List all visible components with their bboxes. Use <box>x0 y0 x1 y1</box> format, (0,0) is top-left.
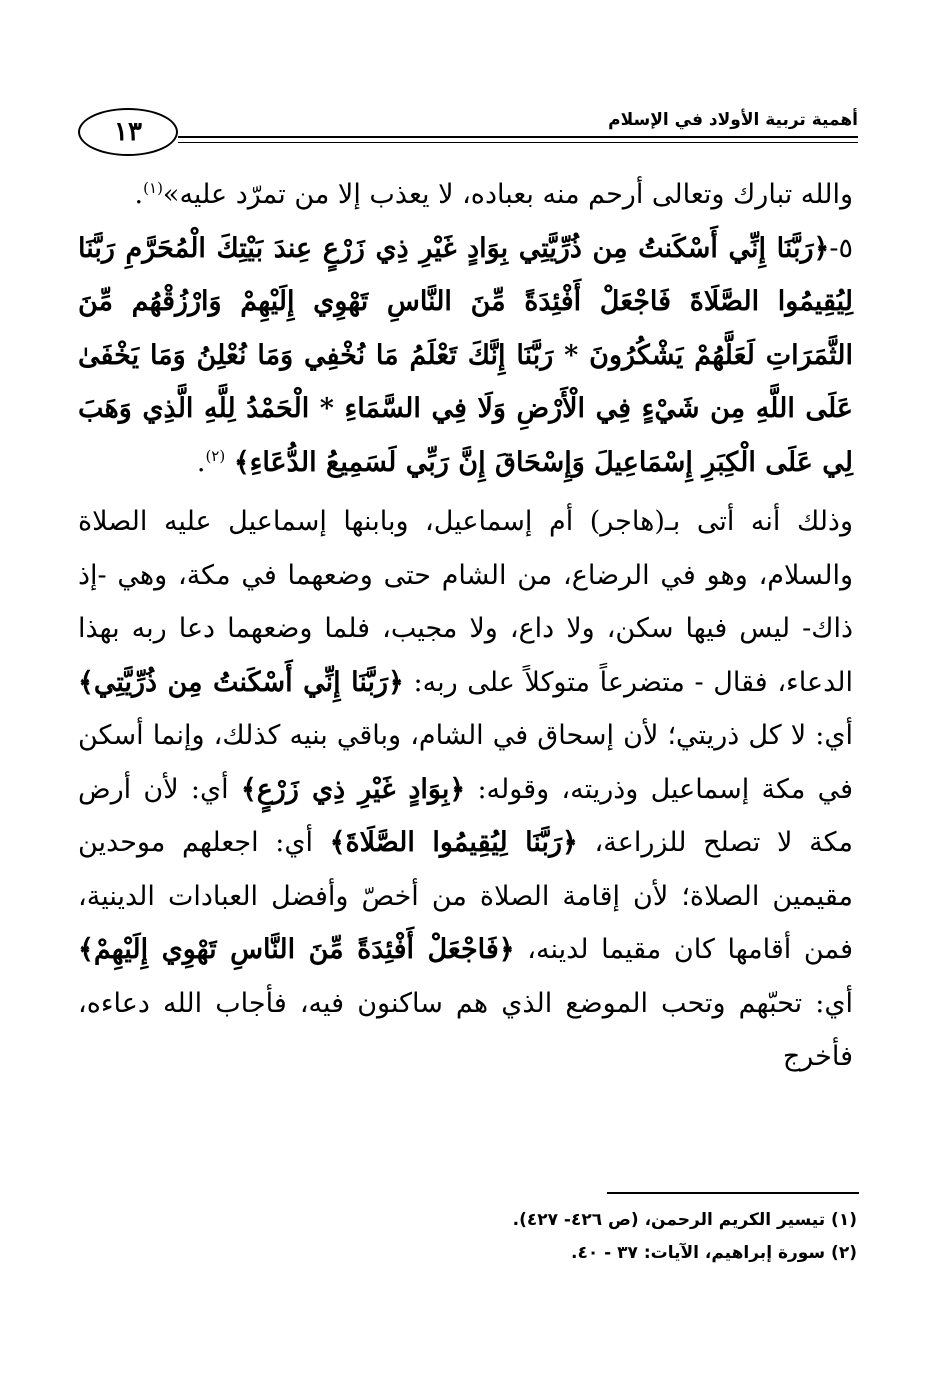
paragraph-text: أي: اجعلهم موحدين مقيمين الصلاة؛ لأن إقامة الصلاة من أخصّ وأفضل العبادات الدينية، فمن أقامها كان مقيما لدينه، <box>78 827 853 965</box>
header-rule-thin <box>178 142 858 143</box>
paragraph-text: أي: لا كل ذريتي؛ لأن إسحاق في الشام، وباقي بنيه كذلك، وإنما أسكن في مكة إسماعيل وذريته، وقوله: <box>78 720 853 805</box>
period: . <box>196 446 206 478</box>
footnote-ref-1: (١) <box>143 179 163 197</box>
quran-verse-quote: ﴿فَاجْعَلْ أَفْئِدَةً مِّنَ النَّاسِ تَهْوِي إِلَيْهِمْ﴾ <box>78 934 515 965</box>
quran-verse: ﴿رَبَّنَا إِنِّي أَسْكَنتُ مِن ذُرِّيَّتِي بِوَادٍ غَيْرِ ذِي زَرْعٍ عِندَ بَيْتِكَ الْمُحَرَّمِ رَبَّنَا لِيُقِيمُوا الصَّلَاةَ فَاجْعَلْ أَفْئِدَةً مِّنَ النَّاسِ تَهْوِي إِلَيْهِمْ وَارْزُقْهُم مِّنَ الثَّمَرَاتِ لَعَلَّهُمْ يَشْكُرُونَ * رَبَّنَا إِنَّكَ تَعْلَمُ مَا نُخْفِي وَمَا نُعْلِنُ وَمَا يَخْفَىٰ عَلَى اللَّهِ مِن شَيْءٍ فِي الْأَرْضِ وَلَا فِي السَّمَاءِ * الْحَمْدُ لِلَّهِ الَّذِي وَهَبَ لِي عَلَى الْكِبَرِ إِسْمَاعِيلَ وَإِسْحَاقَ إِنَّ رَبِّي لَسَمِيعُ الدُّعَاءِ﴾ <box>78 232 853 478</box>
paragraph-1 <box>78 168 853 222</box>
footnote-separator <box>607 1192 859 1194</box>
paragraph-3 <box>78 495 853 1084</box>
period: . <box>134 179 144 210</box>
header-rule <box>178 136 858 138</box>
footnotes <box>97 1204 857 1270</box>
quran-verse-quote: ﴿رَبَّنَا إِنِّي أَسْكَنتُ مِن ذُرِّيَّتِي﴾ <box>78 666 404 698</box>
paragraph-text: والله تبارك وتعالى أرحم منه بعباده، لا يعذب إلا من تمرّد عليه» <box>162 179 853 210</box>
footnote-ref-2: (٢) <box>205 446 226 465</box>
page-number: ١٣ <box>78 108 178 156</box>
footnote-1: (١) تيسير الكريم الرحمن، (ص ٤٢٦- ٤٢٧). <box>512 1210 857 1230</box>
quran-verse-quote: ﴿بِوَادٍ غَيْرِ ذِي زَرْعٍ﴾ <box>240 773 466 805</box>
footnote-2: (٢) سورة إبراهيم، الآيات: ٣٧ - ٤٠. <box>571 1243 857 1263</box>
quran-verse-quote: ﴿رَبَّنَا لِيُقِيمُوا الصَّلَاةَ﴾ <box>329 827 578 858</box>
paragraph-text: أي: لأن أرض مكة لا تصلح للزراعة، <box>78 773 853 858</box>
page-header <box>78 104 858 160</box>
paragraph-text: أي: تحبّهم وتحب الموضع الذي هم ساكنون فيه، فأجاب الله دعاءه، فأخرج <box>78 987 853 1072</box>
running-title: أهمية تربية الأولاد في الإسلام <box>608 110 858 130</box>
paragraph-text: وذلك أنه أتى بـ(هاجر) أم إسماعيل، وبابنها إسماعيل عليه الصلاة والسلام، وهو في الرضاع، من الشام حتى وضعهما في مكة، وهي -إذ ذاك- ليس فيها سكن، ولا داع، ولا مجيب، فلما وضعهما دعا ربه بهذا الدعاء، فقال - متضرعاً متوكلاً على ربه: <box>78 506 853 698</box>
paragraph-2 <box>78 222 853 490</box>
list-number: ٥- <box>829 232 853 264</box>
main-text <box>78 168 853 1084</box>
